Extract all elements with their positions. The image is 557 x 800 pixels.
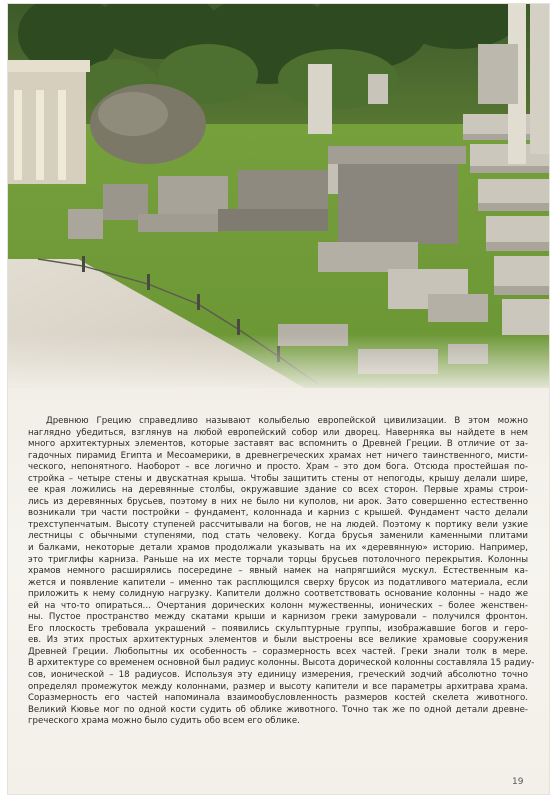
page-number: 19 — [512, 777, 524, 787]
article-line: ны. Пустое пространство между скатами крыши и карнизом греки замуровали – получился фронтон. — [28, 612, 528, 623]
delphi-ruins-photo — [8, 4, 549, 396]
article-line: Соразмерность его частей напоминала взаимообусловленность размеров костей скелета животного. — [28, 693, 528, 704]
article-line: ей на что-то опираться… Очертания дорических колонн мужественны, ионических – более женствен- — [28, 600, 528, 611]
article-line: ее края ложились на деревянные столбы, окружавшие здание со всех сторон. Первые храмы строи- — [28, 485, 528, 496]
article-line: лестницы с обычными ступенями, под стать человеку. Когда брусья заменили каменными плитами — [28, 531, 528, 542]
book-page — [8, 4, 549, 794]
article-line: храмов немного расширялись посередине – явный намек на напрягшийся мускул. Естественным ка- — [28, 566, 528, 577]
article-line: трехступенчатым. Высоту ступеней рассчитывали на богов, не на людей. Поэтому к портику вели узкие — [28, 519, 528, 530]
article-line: греческого храма можно было судить обо всем его облике. — [28, 716, 300, 727]
article-line: ческого, непонятного. Наоборот – все логично и просто. Храм – это дом бога. Отсюда простейшая по- — [28, 462, 528, 473]
article-line: сов, ионической – 18 радиусов. Используя эту единицу измерения, греческий зодчий абсолютно точно — [28, 670, 528, 681]
article-line: возникали три части постройки – фундамент, колоннада и карниз с крышей. Фундамент часто делали — [28, 508, 528, 519]
article-line: наглядно убедиться, взглянув на любой европейский собор или дворец. Наверняка вы найдете в нем — [28, 427, 528, 438]
article-line: Его плоскость требовала украшений – появились скульптурные группы, изображавшие богов и геро- — [28, 623, 528, 634]
article-line: ев. Из этих простых архитектурных элементов и были выстроены все великие храмовые сооружения — [28, 635, 528, 646]
article-line: и балками, некоторые детали храмов продолжали указывать на их «деревянную» историю. Например, — [28, 543, 528, 554]
article-line: это триглифы карниза. Раньше на их месте торчали торцы брусьев потолочного перекрытия. Колонны — [28, 554, 528, 565]
article-body — [28, 416, 535, 728]
article-line: жется и появление капители – именно так расплющился сверху брусок из податливого материала, если — [28, 577, 528, 588]
article-line: много архитектурных элементов, которые заставят вас вспомнить о Древней Греции. В отличие от за- — [28, 439, 528, 450]
article-line: определял промежуток между колоннами, размер и высоту капители и все параметры архитрава храма. — [28, 681, 528, 692]
article-line: Великий Кювье мог по одной кости судить об облике животного. Точно так же по одной детали древне- — [28, 704, 528, 715]
article-line: гадочных пирамид Египта и Месоамерики, в древнегреческих храмах нет ничего таинственного, мисти- — [28, 450, 528, 461]
article-line: лись из деревянных брусьев, поэтому в них не было ни куполов, ни арок. Зато совершенно естественно — [28, 496, 528, 507]
article-line: В архитектуре со временем основной был радиус колонны. Высота дорической колонны составляла 15 радиу- — [28, 658, 535, 669]
article-line: Древней Греции. Любопытны их особенность – соразмерность всех частей. Греки знали толк в мере. — [28, 646, 528, 657]
article-line: стройка – четыре стены и двускатная крыша. Чтобы защитить стены от непогоды, крышу делали шире, — [28, 473, 528, 484]
article-line: приложить к нему солидную нагрузку. Капители должно соответствовать основание колонны – надо же — [28, 589, 528, 600]
article-line: Древнюю Грецию справедливо называют колыбелью европейской цивилизации. В этом можно — [46, 416, 528, 426]
